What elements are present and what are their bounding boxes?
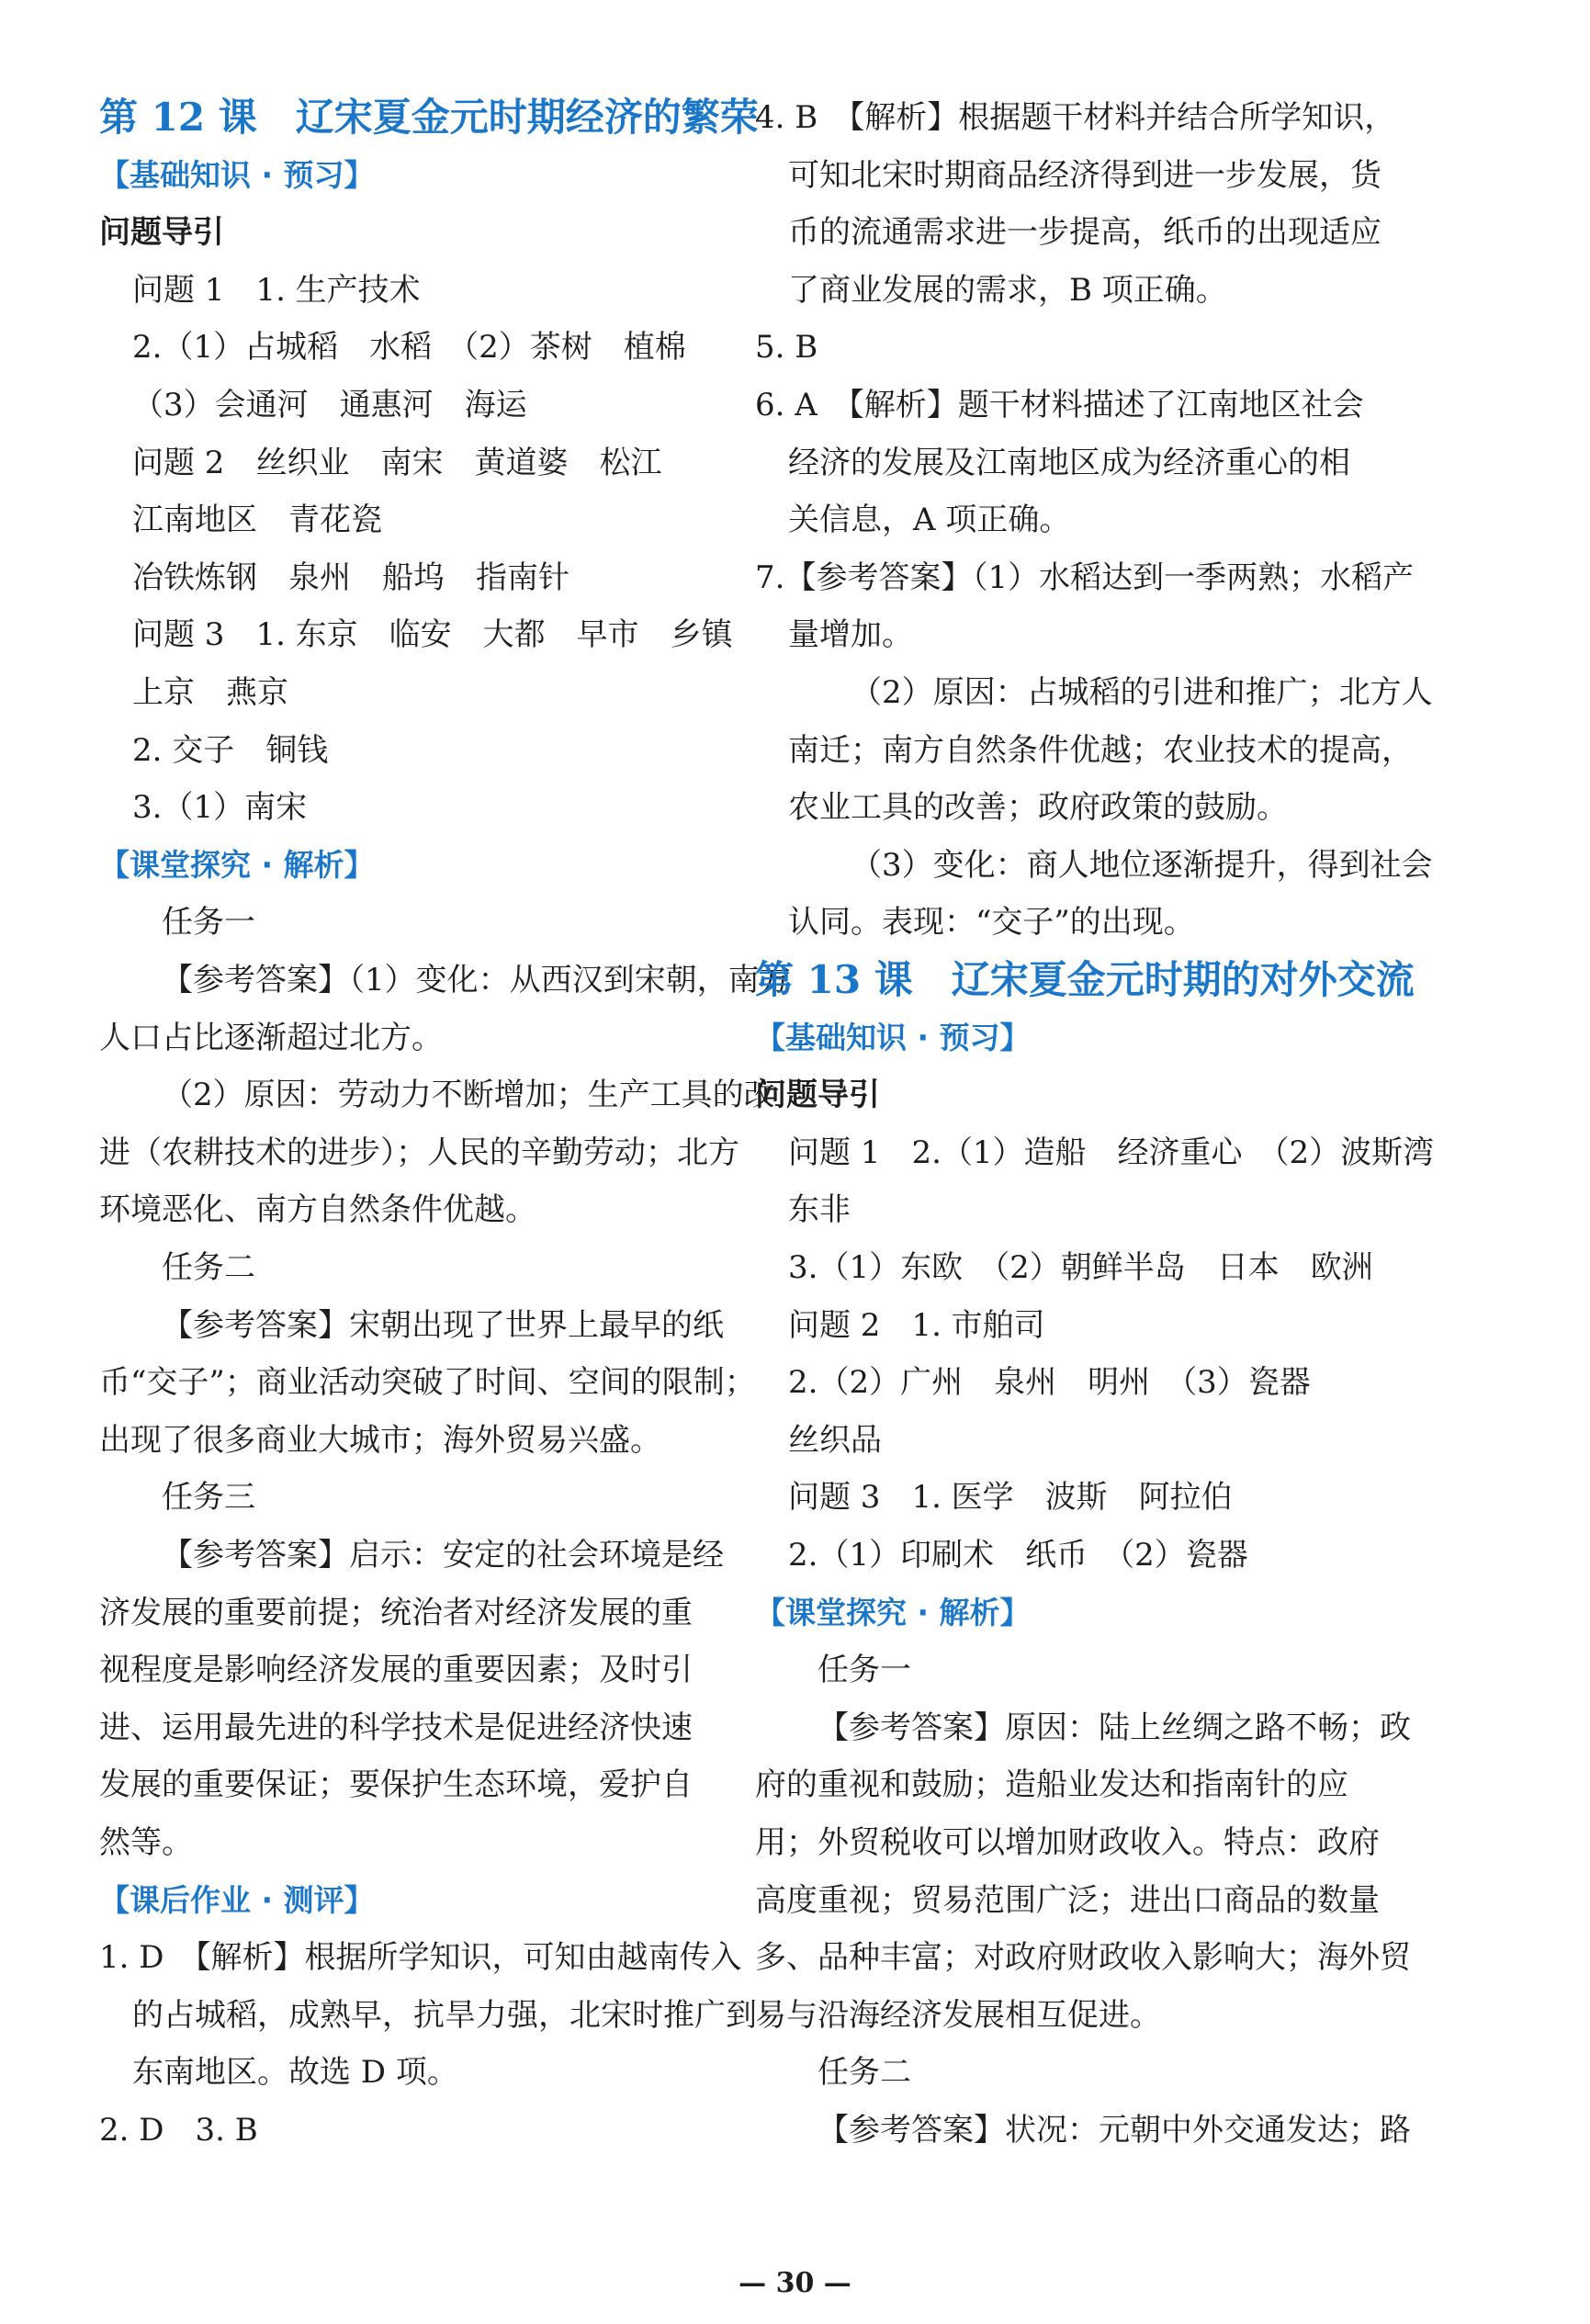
text-line: 币的流通需求进一步提高，纸币的出现适应 [788,214,1381,252]
text-line: 府的重视和鼓励；造船业发达和指南针的应 [755,1766,1348,1804]
text-line: 币“交子”；商业活动突破了时间、空间的限制； [99,1364,756,1402]
text-line: 人口占比逐渐超过北方。 [99,1019,443,1056]
text-line: 任务三 [162,1479,255,1517]
text-line: 多、品种丰富；对政府财政收入影响大；海外贸 [755,1939,1411,1977]
lesson-title: 第 13 课 辽宋夏金元时期的对外交流 [755,957,1415,1002]
text-line: 【参考答案】启示：安定的社会环境是经 [162,1537,724,1574]
text-line: 江南地区 青花瓷 [132,502,382,539]
text-line: 认同。表现：“交子”的出现。 [788,904,1195,942]
text-line: 可知北宋时期商品经济得到进一步发展，货 [788,156,1381,194]
text-line: 任务一 [162,904,255,942]
text-line: 进（农耕技术的进步）；人民的辛勤劳动；北方 [99,1134,739,1171]
text-line: 济发展的重要前提；统治者对经济发展的重 [99,1594,693,1631]
text-line: 任务二 [162,1249,255,1286]
section-heading: 【课堂探究 · 解析】 [99,846,375,883]
text-line: （2）原因：占城稻的引进和推广；北方人 [851,674,1433,711]
text-line: 问题 1 2.（1）造船 经济重心 （2）波斯湾 [788,1134,1435,1171]
text-line: 2.（1）占城稻 水稻 （2）茶树 植棉 [132,329,686,367]
text-line: 上京 燕京 [132,674,288,711]
text-line: 进、运用最先进的科学技术是促进经济快速 [99,1709,693,1746]
text-line: 的占城稻，成熟早，抗旱力强，北宋时推广到 [132,1996,757,2034]
text-line: 3.（1）南宋 [132,789,308,827]
text-line: 【参考答案】状况：元朝中外交通发达；路 [818,2112,1411,2149]
text-line: （3）会通河 通惠河 海运 [132,387,527,423]
text-line: 高度重视；贸易范围广泛；进出口商品的数量 [755,1881,1380,1919]
lesson-title: 第 12 课 辽宋夏金元时期经济的繁荣 [99,95,759,140]
text-line: 东非 [788,1191,851,1229]
text-line: 6. A 【解析】题干材料描述了江南地区社会 [755,387,1364,423]
text-line: 发展的重要保证；要保护生态环境，爱护自 [99,1766,693,1804]
text-line: 南迁；南方自然条件优越；农业技术的提高， [788,731,1413,769]
text-line: 3.（1）东欧 （2）朝鲜半岛 日本 欧洲 [788,1249,1373,1286]
text-line: 问题 2 丝织业 南宋 黄道婆 松江 [132,444,662,481]
text-line: 丝织品 [788,1421,882,1459]
page-number: — 30 — [739,2267,851,2299]
text-line: 东南地区。故选 D 项。 [132,2054,458,2092]
text-line: 4. B 【解析】根据题干材料并结合所学知识， [755,99,1396,136]
text-line: 出现了很多商业大城市；海外贸易兴盛。 [99,1421,661,1459]
section-heading: 【基础知识 · 预习】 [99,156,375,193]
text-line: 用；外贸税收可以增加财政收入。特点：政府 [755,1824,1380,1861]
text-line: 【参考答案】（1）变化：从西汉到宋朝，南方 [162,962,791,998]
subsection-heading: 问题导引 [755,1077,880,1114]
text-line: 冶铁炼钢 泉州 船坞 指南针 [132,558,569,596]
text-line: 1. D 【解析】根据所学知识，可知由越南传入 [99,1939,742,1977]
text-line: （3）变化：商人地位逐渐提升，得到社会 [851,846,1433,884]
section-heading: 【课后作业 · 测评】 [99,1881,375,1918]
text-line: 2. D 3. B [99,2112,258,2149]
text-line: 任务一 [818,1652,911,1689]
text-line: 量增加。 [788,616,913,654]
text-line: 【参考答案】原因：陆上丝绸之路不畅；政 [818,1709,1411,1746]
text-line: 易与沿海经济发展相互促进。 [755,1996,1161,2034]
text-line: 然等。 [99,1824,193,1861]
text-line: 2.（2）广州 泉州 明州 （3）瓷器 [788,1364,1311,1402]
text-line: 问题 1 1. 生产技术 [132,271,421,309]
text-line: 5. B [755,329,818,367]
text-line: 了商业发展的需求，B 项正确。 [788,271,1227,309]
text-line: 2. 交子 铜钱 [132,731,329,769]
section-heading: 【课堂探究 · 解析】 [755,1594,1031,1630]
text-line: 7.【参考答案】（1）水稻达到一季两熟；水稻产 [755,558,1415,596]
text-line: 任务二 [818,2054,911,2092]
text-line: 问题 2 1. 市舶司 [788,1306,1045,1344]
text-line: 【参考答案】宋朝出现了世界上最早的纸 [162,1306,724,1344]
text-line: 2.（1）印刷术 纸币 （2）瓷器 [788,1537,1248,1574]
text-line: 问题 3 1. 东京 临安 大都 早市 乡镇 [132,616,733,654]
section-heading: 【基础知识 · 预习】 [755,1019,1031,1055]
text-line: 农业工具的改善；政府政策的鼓励。 [788,789,1288,827]
text-line: 问题 3 1. 医学 波斯 阿拉伯 [788,1479,1233,1517]
text-line: 关信息，A 项正确。 [788,502,1071,539]
text-line: （2）原因：劳动力不断增加；生产工具的改 [162,1077,775,1114]
text-line: 视程度是影响经济发展的重要因素；及时引 [99,1652,693,1689]
text-line: 环境恶化、南方自然条件优越。 [99,1191,536,1229]
text-line: 经济的发展及江南地区成为经济重心的相 [788,444,1350,481]
subsection-heading: 问题导引 [99,214,224,252]
